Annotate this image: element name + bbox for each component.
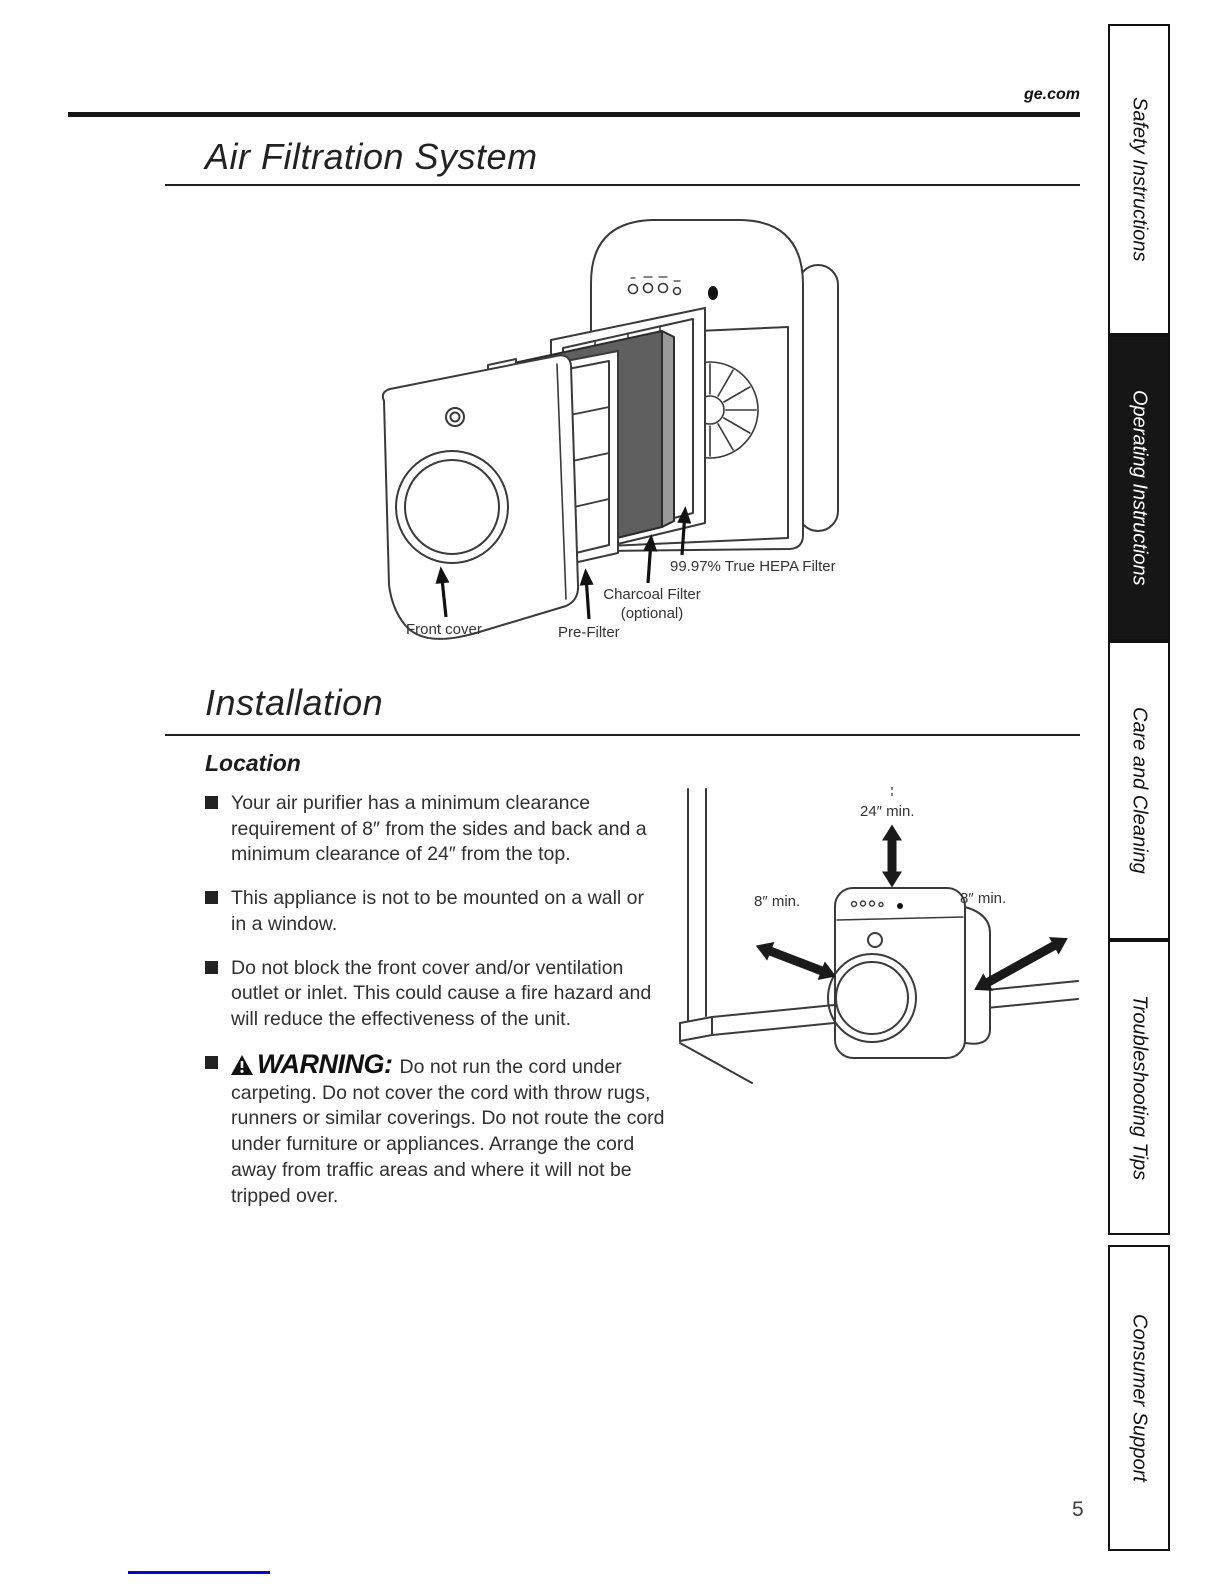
arrow-top <box>882 825 902 888</box>
list-item: Your air purifier has a minimum clearance requirement of 8″ from the sides and back and a minimum clearance of 24″ from the top. <box>205 791 683 868</box>
list-item: This appliance is not to be mounted on a wall or in a window. <box>205 886 683 937</box>
site-url: ge.com <box>1023 86 1080 103</box>
label-clearance-top: 24″ min. <box>860 803 915 820</box>
unit-back-panel <box>798 265 838 531</box>
page-number: 5 <box>1072 1498 1084 1521</box>
warning-label: WARNING: <box>257 1048 393 1079</box>
exploded-view-diagram <box>360 205 840 650</box>
clearance-illustration <box>660 785 1080 1090</box>
location-heading: Location <box>205 750 301 776</box>
list-item: Do not block the front cover and/or ventilation outlet or inlet. This could cause a fire hazard and will reduce the effectiveness of the unit. <box>205 956 683 1033</box>
section-title-installation: Installation <box>205 682 384 723</box>
bullet-square-icon <box>205 961 218 974</box>
exploded-view-illustration <box>360 205 840 650</box>
arrow-left <box>752 936 839 985</box>
front-cover-shape <box>383 355 578 638</box>
wall-shape <box>680 789 752 1083</box>
air-filtration-rule <box>165 184 1080 186</box>
label-charcoal-filter: Charcoal Filter (optional) <box>603 586 701 622</box>
warning-text: Do not run the cord under carpeting. Do not cover the cord with throw rugs, runners or similar coverings. Do not route the cord under furniture or appliances. Arrange the cord away from traffic areas and where it will not be tripped over. <box>231 1055 665 1207</box>
installation-rule <box>165 734 1080 736</box>
sidebar-tab-operating-instructions: Operating Instructions <box>1108 335 1170 641</box>
warning-item <box>205 1048 683 1209</box>
sidebar-tab-consumer-support: Consumer Support <box>1108 1245 1170 1551</box>
label-front-cover: Front cover <box>406 621 482 638</box>
bullet-square-icon <box>205 891 218 904</box>
header-rule <box>68 112 1080 117</box>
bullet-square-icon <box>205 1056 218 1069</box>
sidebar-tab-care-and-cleaning: Care and Cleaning <box>1108 641 1170 940</box>
label-clearance-left: 8″ min. <box>754 893 801 910</box>
sidebar-tab-safety-instructions: Safety Instructions <box>1108 24 1170 335</box>
section-title-air-filtration: Air Filtration System <box>205 136 538 177</box>
footer-link-line <box>128 1571 270 1574</box>
label-hepa-filter: 99.97% True HEPA Filter <box>670 558 836 575</box>
sidebar-tab-troubleshooting-tips: Troubleshooting Tips <box>1108 940 1170 1235</box>
warning-icon <box>231 1055 253 1075</box>
bullet-square-icon <box>205 796 218 809</box>
unit-shape <box>828 888 990 1058</box>
location-bullet-list <box>205 791 683 1227</box>
label-clearance-right: 8″ min. <box>960 890 1007 907</box>
clearance-diagram <box>660 785 1080 1090</box>
label-pre-filter: Pre-Filter <box>558 624 620 641</box>
